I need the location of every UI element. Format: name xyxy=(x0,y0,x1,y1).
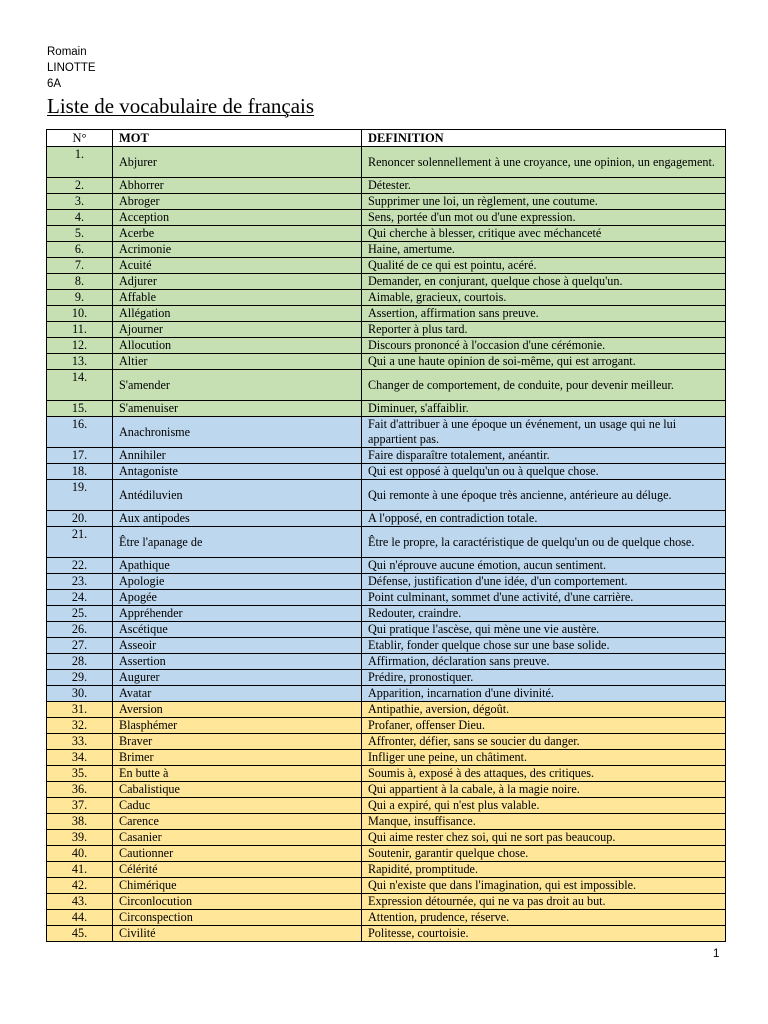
row-number: 37. xyxy=(47,798,113,814)
row-number: 33. xyxy=(47,734,113,750)
row-definition: Renoncer solennellement à une croyance, une opinion, un engagement. xyxy=(362,147,726,178)
row-word: Apathique xyxy=(113,558,362,574)
row-number: 28. xyxy=(47,654,113,670)
row-word: Cabalistique xyxy=(113,782,362,798)
row-definition: Aimable, gracieux, courtois. xyxy=(362,290,726,306)
table-row xyxy=(47,274,726,290)
row-word: Circonlocution xyxy=(113,894,362,910)
table-row xyxy=(47,322,726,338)
row-number: 30. xyxy=(47,686,113,702)
row-number: 41. xyxy=(47,862,113,878)
student-first-name: Romain xyxy=(47,46,87,58)
row-definition: Antipathie, aversion, dégoût. xyxy=(362,702,726,718)
row-word: Ajourner xyxy=(113,322,362,338)
table-row xyxy=(47,894,726,910)
table-row xyxy=(47,798,726,814)
row-word: Acception xyxy=(113,210,362,226)
row-number: 29. xyxy=(47,670,113,686)
row-definition: Prédire, pronostiquer. xyxy=(362,670,726,686)
row-word: Affable xyxy=(113,290,362,306)
table-row xyxy=(47,574,726,590)
row-definition: Défense, justification d'une idée, d'un comportement. xyxy=(362,574,726,590)
row-number: 9. xyxy=(47,290,113,306)
row-word: Abhorrer xyxy=(113,178,362,194)
row-definition: Qui aime rester chez soi, qui ne sort pas beaucoup. xyxy=(362,830,726,846)
table-row xyxy=(47,290,726,306)
row-definition: Discours prononcé à l'occasion d'une cérémonie. xyxy=(362,338,726,354)
column-header-definition: DEFINITION xyxy=(362,130,726,147)
row-number: 8. xyxy=(47,274,113,290)
table-row xyxy=(47,178,726,194)
row-number: 5. xyxy=(47,226,113,242)
row-definition: Attention, prudence, réserve. xyxy=(362,910,726,926)
row-word: Assertion xyxy=(113,654,362,670)
table-row xyxy=(47,370,726,401)
row-word: Avatar xyxy=(113,686,362,702)
row-word: Civilité xyxy=(113,926,362,942)
table-row xyxy=(47,766,726,782)
row-word: Apologie xyxy=(113,574,362,590)
row-word: Antagoniste xyxy=(113,464,362,480)
row-number: 22. xyxy=(47,558,113,574)
row-number: 43. xyxy=(47,894,113,910)
table-row xyxy=(47,147,726,178)
row-definition: Politesse, courtoisie. xyxy=(362,926,726,942)
row-definition: Rapidité, promptitude. xyxy=(362,862,726,878)
table-row xyxy=(47,226,726,242)
table-row xyxy=(47,511,726,527)
table-row xyxy=(47,782,726,798)
page-title: Liste de vocabulaire de français xyxy=(47,94,315,118)
row-definition: Changer de comportement, de conduite, pour devenir meilleur. xyxy=(362,370,726,401)
row-number: 27. xyxy=(47,638,113,654)
row-definition: Qui a expiré, qui n'est plus valable. xyxy=(362,798,726,814)
column-header-number: N° xyxy=(47,130,113,147)
row-word: Abroger xyxy=(113,194,362,210)
row-definition: Sens, portée d'un mot ou d'une expression. xyxy=(362,210,726,226)
row-word: Annihiler xyxy=(113,448,362,464)
row-word: Casanier xyxy=(113,830,362,846)
row-definition: Infliger une peine, un châtiment. xyxy=(362,750,726,766)
row-definition: Expression détournée, qui ne va pas droit au but. xyxy=(362,894,726,910)
row-word: Acuité xyxy=(113,258,362,274)
row-word: Acrimonie xyxy=(113,242,362,258)
row-definition: Être le propre, la caractéristique de quelqu'un ou de quelque chose. xyxy=(362,527,726,558)
table-row xyxy=(47,686,726,702)
row-word: S'amenuiser xyxy=(113,401,362,417)
row-word: Apogée xyxy=(113,590,362,606)
row-word: Brimer xyxy=(113,750,362,766)
row-number: 35. xyxy=(47,766,113,782)
row-word: Braver xyxy=(113,734,362,750)
row-word: Chimérique xyxy=(113,878,362,894)
row-word: Circonspection xyxy=(113,910,362,926)
table-row xyxy=(47,734,726,750)
row-number: 12. xyxy=(47,338,113,354)
row-definition: Supprimer une loi, un règlement, une coutume. xyxy=(362,194,726,210)
row-number: 21. xyxy=(47,527,113,558)
row-definition: Qui n'éprouve aucune émotion, aucun sentiment. xyxy=(362,558,726,574)
student-class: 6A xyxy=(47,78,62,90)
row-word: Caduc xyxy=(113,798,362,814)
table-row xyxy=(47,830,726,846)
table-row xyxy=(47,242,726,258)
row-number: 14. xyxy=(47,370,113,401)
table-row xyxy=(47,862,726,878)
table-row xyxy=(47,338,726,354)
row-definition: Apparition, incarnation d'une divinité. xyxy=(362,686,726,702)
row-number: 17. xyxy=(47,448,113,464)
table-row xyxy=(47,718,726,734)
row-word: Appréhender xyxy=(113,606,362,622)
row-word: Antédiluvien xyxy=(113,480,362,511)
row-definition: Diminuer, s'affaiblir. xyxy=(362,401,726,417)
row-number: 38. xyxy=(47,814,113,830)
row-word: Anachronisme xyxy=(113,417,362,448)
row-word: Ascétique xyxy=(113,622,362,638)
row-number: 2. xyxy=(47,178,113,194)
row-definition: Profaner, offenser Dieu. xyxy=(362,718,726,734)
row-word: Asseoir xyxy=(113,638,362,654)
row-definition: Détester. xyxy=(362,178,726,194)
student-last-name: LINOTTE xyxy=(47,62,96,74)
row-number: 31. xyxy=(47,702,113,718)
row-number: 40. xyxy=(47,846,113,862)
table-row xyxy=(47,558,726,574)
row-word: Aversion xyxy=(113,702,362,718)
table-row xyxy=(47,654,726,670)
table-row xyxy=(47,814,726,830)
row-definition: Affirmation, déclaration sans preuve. xyxy=(362,654,726,670)
table-row xyxy=(47,258,726,274)
row-number: 6. xyxy=(47,242,113,258)
row-definition: Reporter à plus tard. xyxy=(362,322,726,338)
row-word: Acerbe xyxy=(113,226,362,242)
row-number: 45. xyxy=(47,926,113,942)
row-number: 44. xyxy=(47,910,113,926)
row-definition: Qui est opposé à quelqu'un ou à quelque chose. xyxy=(362,464,726,480)
row-word: Adjurer xyxy=(113,274,362,290)
table-row xyxy=(47,670,726,686)
row-word: Allocution xyxy=(113,338,362,354)
row-definition: Manque, insuffisance. xyxy=(362,814,726,830)
page-number: 1 xyxy=(713,948,720,960)
row-definition: Affronter, défier, sans se soucier du danger. xyxy=(362,734,726,750)
row-word: Altier xyxy=(113,354,362,370)
row-definition: Faire disparaître totalement, anéantir. xyxy=(362,448,726,464)
table-row xyxy=(47,210,726,226)
vocabulary-table xyxy=(46,129,726,942)
row-number: 7. xyxy=(47,258,113,274)
table-row xyxy=(47,926,726,942)
table-row xyxy=(47,527,726,558)
row-definition: Qualité de ce qui est pointu, acéré. xyxy=(362,258,726,274)
row-number: 23. xyxy=(47,574,113,590)
table-row xyxy=(47,638,726,654)
row-number: 20. xyxy=(47,511,113,527)
row-definition: Soutenir, garantir quelque chose. xyxy=(362,846,726,862)
row-definition: Qui n'existe que dans l'imagination, qui est impossible. xyxy=(362,878,726,894)
row-number: 24. xyxy=(47,590,113,606)
row-definition: Haine, amertume. xyxy=(362,242,726,258)
row-definition: Qui a une haute opinion de soi-même, qui est arrogant. xyxy=(362,354,726,370)
row-word: Abjurer xyxy=(113,147,362,178)
row-definition: Fait d'attribuer à une époque un événement, un usage qui ne lui appartient pas. xyxy=(362,417,726,448)
row-word: Être l'apanage de xyxy=(113,527,362,558)
row-definition: Soumis à, exposé à des attaques, des critiques. xyxy=(362,766,726,782)
row-definition: Point culminant, sommet d'une activité, d'une carrière. xyxy=(362,590,726,606)
table-row xyxy=(47,590,726,606)
row-number: 10. xyxy=(47,306,113,322)
row-word: Blasphémer xyxy=(113,718,362,734)
table-row xyxy=(47,401,726,417)
table-body xyxy=(47,147,726,942)
row-number: 39. xyxy=(47,830,113,846)
row-definition: Etablir, fonder quelque chose sur une base solide. xyxy=(362,638,726,654)
row-definition: Assertion, affirmation sans preuve. xyxy=(362,306,726,322)
row-definition: Qui remonte à une époque très ancienne, antérieure au déluge. xyxy=(362,480,726,511)
table-row xyxy=(47,750,726,766)
table-row xyxy=(47,622,726,638)
row-number: 36. xyxy=(47,782,113,798)
row-word: Célérité xyxy=(113,862,362,878)
table-row xyxy=(47,448,726,464)
row-number: 26. xyxy=(47,622,113,638)
table-header-row xyxy=(47,130,726,147)
column-header-word: MOT xyxy=(113,130,362,147)
row-number: 42. xyxy=(47,878,113,894)
row-number: 34. xyxy=(47,750,113,766)
row-word: Cautionner xyxy=(113,846,362,862)
table-row xyxy=(47,878,726,894)
table-row xyxy=(47,464,726,480)
student-header xyxy=(47,44,96,92)
table-row xyxy=(47,306,726,322)
row-definition: Qui appartient à la cabale, à la magie noire. xyxy=(362,782,726,798)
row-word: Allégation xyxy=(113,306,362,322)
row-number: 4. xyxy=(47,210,113,226)
row-word: Carence xyxy=(113,814,362,830)
table-row xyxy=(47,417,726,448)
row-definition: Qui cherche à blesser, critique avec méchanceté xyxy=(362,226,726,242)
row-definition: Redouter, craindre. xyxy=(362,606,726,622)
row-number: 11. xyxy=(47,322,113,338)
row-number: 3. xyxy=(47,194,113,210)
row-definition: Qui pratique l'ascèse, qui mène une vie austère. xyxy=(362,622,726,638)
row-number: 13. xyxy=(47,354,113,370)
row-number: 19. xyxy=(47,480,113,511)
table-row xyxy=(47,702,726,718)
row-number: 16. xyxy=(47,417,113,448)
table-row xyxy=(47,354,726,370)
row-number: 18. xyxy=(47,464,113,480)
row-word: Aux antipodes xyxy=(113,511,362,527)
table-row xyxy=(47,480,726,511)
row-word: Augurer xyxy=(113,670,362,686)
row-definition: A l'opposé, en contradiction totale. xyxy=(362,511,726,527)
row-word: S'amender xyxy=(113,370,362,401)
table-row xyxy=(47,606,726,622)
row-number: 25. xyxy=(47,606,113,622)
row-definition: Demander, en conjurant, quelque chose à quelqu'un. xyxy=(362,274,726,290)
table-row xyxy=(47,846,726,862)
row-number: 32. xyxy=(47,718,113,734)
row-number: 1. xyxy=(47,147,113,178)
row-word: En butte à xyxy=(113,766,362,782)
table-row xyxy=(47,194,726,210)
table-row xyxy=(47,910,726,926)
row-number: 15. xyxy=(47,401,113,417)
